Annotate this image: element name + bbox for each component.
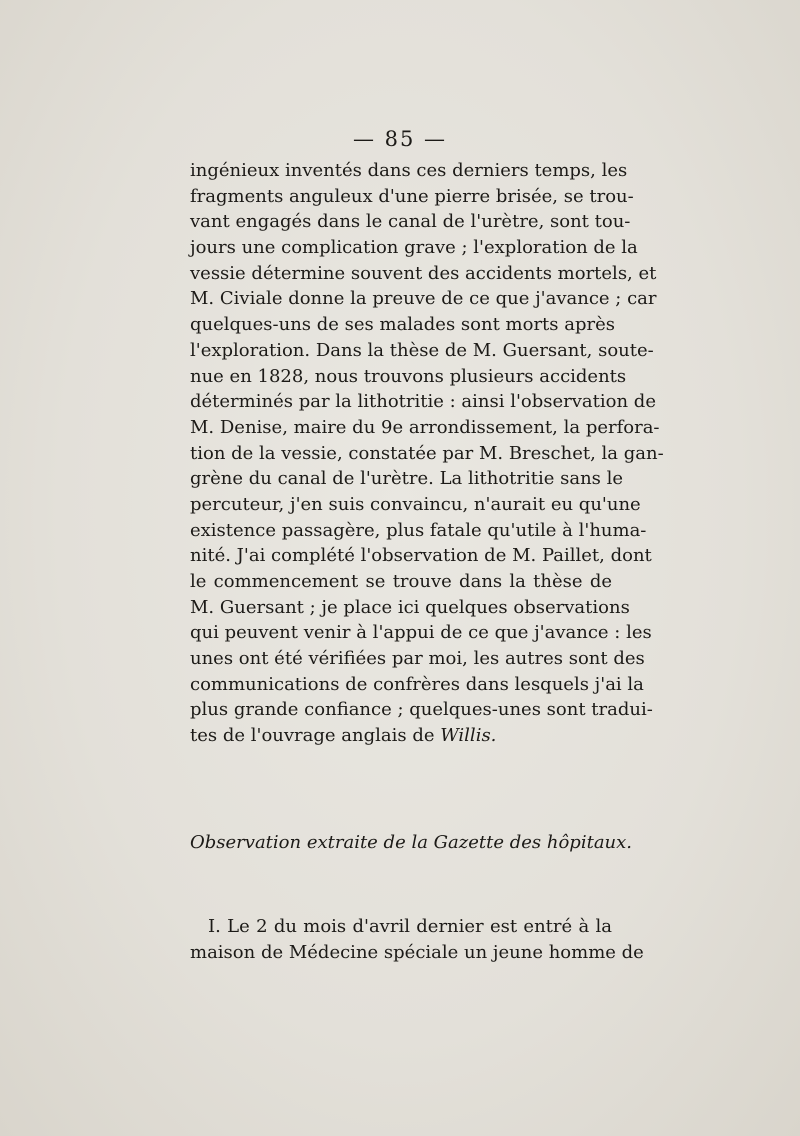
text-line: vessie détermine souvent des accidents mortels, et: [190, 262, 657, 284]
text-line: unes ont été vérifiées par moi, les autres sont des: [190, 648, 645, 670]
text-line-last: [190, 723, 612, 749]
text-line: qui peuvent venir à l'appui de ce que j'avance : les: [190, 622, 652, 644]
text-line: vant engagés dans le canal de l'urètre, sont tou-: [190, 211, 631, 233]
text-line: communications de confrères dans lesquels j'ai la: [190, 673, 644, 695]
text-line: maison de Médecine spéciale un jeune homme de: [190, 941, 644, 963]
text-line: nue en 1828, nous trouvons plusieurs accidents: [190, 365, 627, 387]
section-heading: Observation extraite de la Gazette des hôpitaux.: [190, 832, 633, 853]
text-line: jours une complication grave ; l'exploration de la: [190, 237, 638, 259]
author-name: Willis.: [440, 725, 497, 747]
text-line: percuteur, j'en suis convaincu, n'aurait eu qu'une: [190, 493, 641, 515]
text-line-last-prefix: tes de l'ouvrage anglais de: [190, 725, 441, 747]
page-number: — 85 —: [352, 127, 448, 151]
text-line: M. Civiale donne la preuve de ce que j'avance ; car: [190, 288, 657, 310]
text-line: existence passagère, plus fatale qu'utile à l'huma-: [190, 519, 647, 541]
text-line: tion de la vessie, constatée par M. Breschet, la gan-: [190, 442, 664, 464]
text-line: ingénieux inventés dans ces derniers temps, les: [190, 160, 628, 181]
text-line: M. Denise, maire du 9e arrondissement, la perfora-: [190, 416, 660, 438]
text-line: le commencement se trouve dans la thèse de: [190, 571, 612, 592]
text-line: l'exploration. Dans la thèse de M. Guersant, soute-: [190, 339, 654, 361]
text-line: quelques-uns de ses malades sont morts après: [190, 314, 615, 336]
paragraph-2: [190, 914, 644, 965]
paragraph-1: [190, 158, 664, 749]
text-line: M. Guersant ; je place ici quelques observations: [190, 596, 630, 618]
text-line: déterminés par la lithotritie : ainsi l'observation de: [190, 391, 656, 413]
text-line: nité. J'ai complété l'observation de M. Paillet, dont: [190, 545, 652, 567]
text-line: I. Le 2 du mois d'avril dernier est entré à la: [208, 916, 612, 937]
text-line: plus grande confiance ; quelques-unes sont tradui-: [190, 699, 653, 721]
text-line: grène du canal de l'urètre. La lithotritie sans le: [190, 468, 624, 490]
text-line: fragments anguleux d'une pierre brisée, se trou-: [190, 185, 634, 207]
